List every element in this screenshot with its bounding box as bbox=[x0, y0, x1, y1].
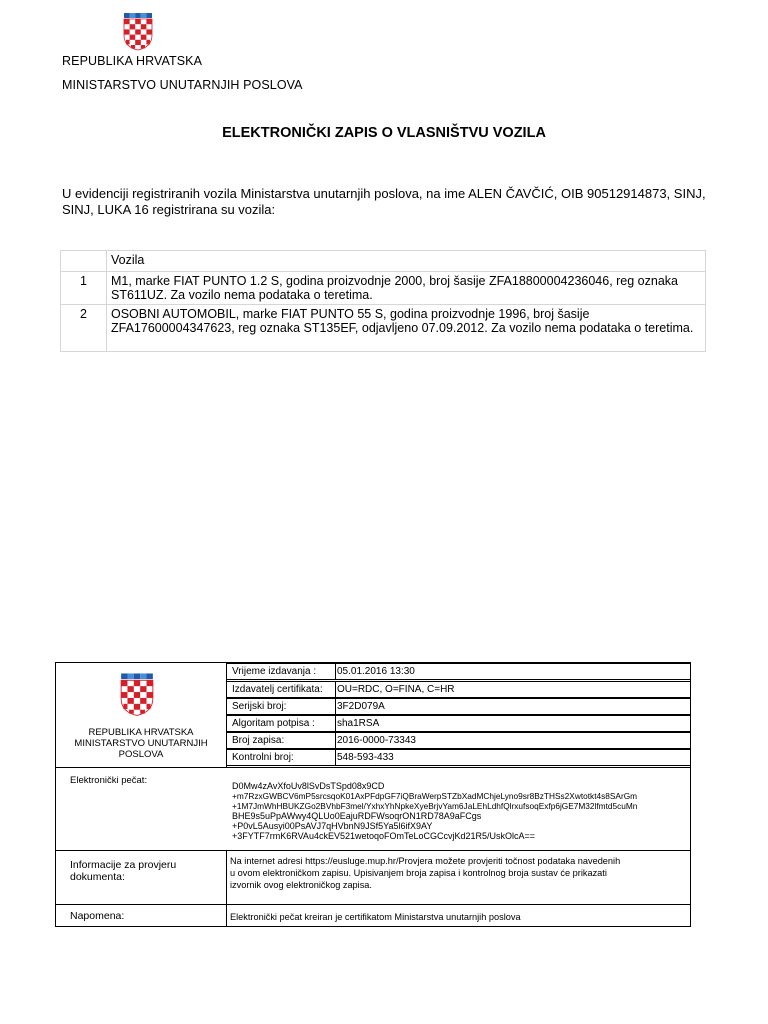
seal-label: Elektronički pečat: bbox=[70, 775, 148, 786]
verify-label: Informacije za provjeru bbox=[70, 859, 177, 871]
field-label-serial: Serijski broj: bbox=[232, 701, 287, 712]
verify-text: Na internet adresi https://eusluge.mup.hr/Provjera možete provjeriti točnost podataka navedenih bbox=[230, 856, 621, 866]
table-row bbox=[61, 272, 706, 305]
coat-of-arms-icon bbox=[123, 13, 153, 51]
field-value-algorithm: sha1RSA bbox=[337, 718, 380, 729]
table-row bbox=[61, 305, 706, 352]
row-description: M1, marke FIAT PUNTO 1.2 S, godina proizvodnje 2000, broj šasije ZFA18800004236046, reg oznaka ST611UZ. Za vozilo nema podataka o teretima. bbox=[107, 272, 706, 305]
row-number: 2 bbox=[61, 305, 107, 352]
row-number: 1 bbox=[61, 272, 107, 305]
vehicles-table bbox=[60, 250, 706, 352]
verify-label-cont: dokumenta: bbox=[70, 871, 125, 883]
coat-of-arms-icon bbox=[120, 671, 154, 719]
row-description: OSOBNI AUTOMOBIL, marke FIAT PUNTO 55 S, godina proizvodnje 1996, broj šasije ZFA17600004347623, reg oznaka ST135EF, odjavljeno 07.09.2012. Za vozilo nema podataka o teretima. bbox=[107, 305, 706, 352]
field-label-cert-issuer: Izdavatelj certifikata: bbox=[232, 684, 323, 695]
note-label: Napomena: bbox=[70, 910, 125, 922]
seal-line: BHE9s5uPpAWwy4QLUo0EajuRDFWsoqrON1RD78A9aFCgs bbox=[232, 811, 482, 821]
header-country: REPUBLIKA HRVATSKA bbox=[62, 54, 203, 68]
certificate-block bbox=[55, 662, 691, 927]
seal-line: +P0vL5Ausyi00PsAVJ7qHVbnN9JSf5Ya5l6ifX9AY bbox=[232, 821, 433, 831]
issuer-ministry: MINISTARSTVO UNUTARNJIH bbox=[74, 738, 208, 749]
document-title: ELEKTRONIČKI ZAPIS O VLASNIŠTVU VOZILA bbox=[222, 125, 546, 141]
note-text: Elektronički pečat kreiran je certifikatom Ministarstva unutarnjih poslova bbox=[230, 912, 521, 922]
intro-text: U evidenciji registriranih vozila Ministarstva unutarnjih poslova, na ime ALEN ČAVČIĆ, OIB 90512914873, SINJ, SINJ, LUKA 16 registrirana su vozila: bbox=[62, 186, 706, 217]
field-value-issue-time: 05.01.2016 13:30 bbox=[337, 666, 415, 677]
table-header-row bbox=[61, 251, 706, 272]
field-label-control-number: Kontrolni broj: bbox=[232, 752, 294, 763]
field-label-algorithm: Algoritam potpisa : bbox=[232, 718, 315, 729]
seal-line: +m7RzxGWBCV6mP5srcsqoK01AxPFdpGF7iQBraWerpSTZbXadMChjeLyno9sr8BzTHSs2Xwtotkt4s8SArGm bbox=[232, 791, 638, 801]
seal-line: +3FYTF7rmK6RVAu4ckEV521wetoqoFOmTeLoCGCcvjKd21R5/UskOlcA== bbox=[232, 831, 536, 841]
issuer-ministry-cont: POSLOVA bbox=[118, 749, 164, 760]
field-value-cert-issuer: OU=RDC, O=FINA, C=HR bbox=[337, 684, 455, 695]
verify-text: izvornik ovog elektroničkog zapisa. bbox=[230, 880, 372, 890]
issuer-country: REPUBLIKA HRVATSKA bbox=[88, 727, 194, 738]
verify-text: u ovom elektroničkom zapisu. Upisivanjem broja zapisa i kontrolnog broja sustav će prikazati bbox=[230, 868, 607, 878]
field-label-record-number: Broj zapisa: bbox=[232, 735, 285, 746]
field-value-record-number: 2016-0000-73343 bbox=[337, 735, 416, 746]
seal-line: D0Mw4zAvXfoUv8lSvDsTSpd08x9CD bbox=[232, 781, 385, 791]
seal-line: +1M7JmWhHBUKZGo2BVhbF3mel/YxhxYhNpkeXyeBrjvYam6JaLEhLdhfQlrxufsoqExfp6jGE7M32lfmtd5cuMn bbox=[232, 801, 638, 811]
table-header-vozila: Vozila bbox=[107, 251, 706, 272]
field-value-serial: 3F2D079A bbox=[337, 701, 385, 712]
header-ministry: MINISTARSTVO UNUTARNJIH POSLOVA bbox=[62, 78, 303, 92]
field-label-issue-time: Vrijeme izdavanja : bbox=[232, 666, 317, 677]
field-value-control-number: 548-593-433 bbox=[337, 752, 394, 763]
table-header-num bbox=[61, 251, 107, 272]
